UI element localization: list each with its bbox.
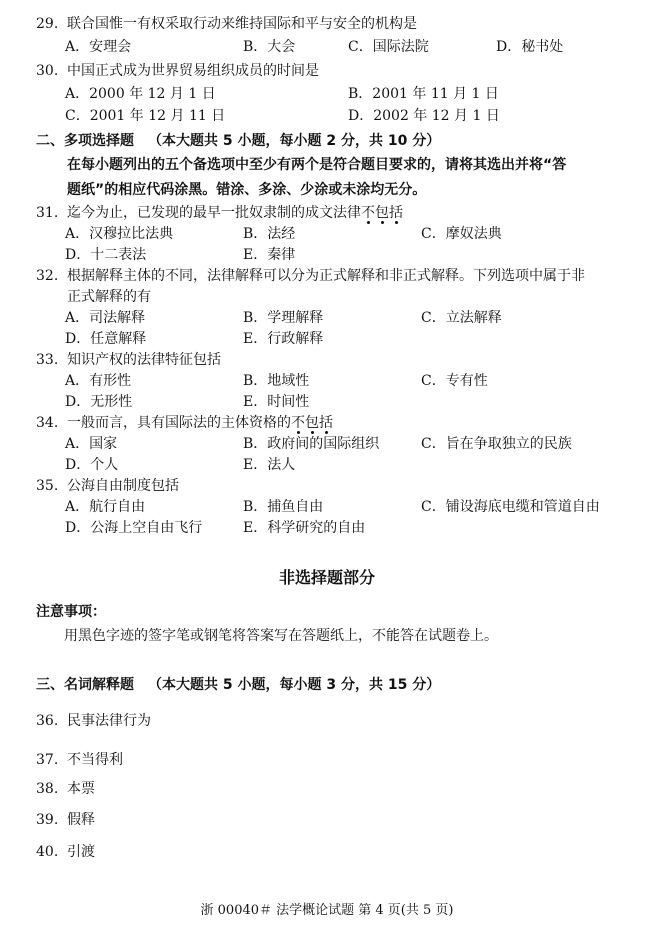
question-stem: 根据解释主体的不同，法律解释可以分为正式解释和非正式解释。下列选项中属于非 — [67, 268, 585, 284]
question-number: 29. — [36, 16, 59, 32]
question-stem: 公海自由制度包括 — [67, 478, 179, 494]
option-e: E．行政解释 — [243, 331, 324, 347]
section-note: （本大题共 5 小题，每小题 3 分，共 15 分） — [148, 677, 441, 693]
emphasis-char: 包 — [305, 415, 319, 431]
question-number: 32. — [36, 268, 59, 284]
option-c: C．专有性 — [421, 373, 488, 389]
option-c: C．立法解释 — [421, 310, 502, 326]
option-e: E．科学研究的自由 — [243, 520, 366, 536]
emphasis-char: 括 — [389, 205, 403, 221]
option-d: D．秘书处 — [496, 39, 564, 55]
option-d: D．个人 — [65, 457, 119, 473]
option-c: C．国际法院 — [348, 39, 429, 55]
page-footer: 浙 00040＃ 法学概论试题 第 4 页(共 5 页) — [200, 903, 454, 918]
question-stem: 联合国惟一有权采取行动来维持国际和平与安全的机构是 — [67, 16, 417, 32]
option-b: B．学理解释 — [243, 310, 324, 326]
notice-text: 用黑色字迹的签字笔或钢笔将答案写在答题纸上，不能答在试题卷上。 — [64, 628, 498, 644]
question-stem — [67, 203, 403, 223]
option-b: B．法经 — [243, 226, 296, 242]
question-number: 34. — [36, 415, 59, 431]
instruction-text: 在每小题列出的五个备选项中至少有两个是符合题目要求的，请将其选出并将“答 — [67, 157, 567, 173]
option-a: A．司法解释 — [65, 310, 146, 326]
question-stem — [67, 413, 333, 433]
term-text: 假释 — [67, 812, 95, 828]
question-number: 40. — [36, 844, 59, 860]
section-title-text: 二、多项选择题 — [36, 133, 134, 149]
question-number: 36. — [36, 713, 59, 729]
term-text: 引渡 — [67, 844, 95, 860]
stem-text: 迄今为止，已发现的最早一批奴隶制的成文法律 — [67, 205, 361, 221]
option-d: D．无形性 — [65, 394, 133, 410]
instruction-text: 题纸”的相应代码涂黑。错涂、多涂、少涂或未涂均无分。 — [67, 182, 427, 198]
option-c: C．2001 年 12 月 11 日 — [65, 108, 226, 124]
question-number: 30. — [36, 63, 59, 79]
option-a: A．汉穆拉比法典 — [65, 226, 174, 242]
emphasis-char: 包 — [375, 205, 389, 221]
term-text: 民事法律行为 — [67, 713, 151, 729]
stem-text: 一般而言，具有国际法的主体资格的 — [67, 415, 291, 431]
term-text: 本票 — [67, 781, 95, 797]
option-a: A．有形性 — [65, 373, 132, 389]
option-e: E．时间性 — [243, 394, 310, 410]
section-title — [36, 131, 440, 151]
question-stem-continued: 正式解释的有 — [67, 289, 151, 305]
option-d: D．2002 年 12 月 1 日 — [348, 108, 500, 124]
emphasis-char: 不 — [361, 205, 375, 221]
question-stem: 知识产权的法律特征包括 — [67, 352, 221, 368]
question-number: 35. — [36, 478, 59, 494]
option-e: E．秦律 — [243, 247, 296, 263]
option-c: C．摩奴法典 — [421, 226, 502, 242]
option-c: C．铺设海底电缆和管道自由 — [421, 499, 600, 515]
option-d: D．十二表法 — [65, 247, 147, 263]
question-number: 33. — [36, 352, 59, 368]
option-d: D．任意解释 — [65, 331, 147, 347]
question-number: 37. — [36, 752, 59, 768]
option-d: D．公海上空自由飞行 — [65, 520, 203, 536]
section-title-text: 三、名词解释题 — [36, 677, 134, 693]
option-c: C．旨在争取独立的民族 — [421, 436, 572, 452]
question-number: 38. — [36, 781, 59, 797]
option-b: B．2001 年 11 月 1 日 — [348, 86, 499, 102]
emphasis-char: 不 — [291, 415, 305, 431]
notice-label: 注意事项： — [36, 604, 106, 620]
part-title: 非选择题部分 — [278, 568, 375, 587]
section-title — [36, 675, 440, 695]
term-text: 不当得利 — [67, 752, 123, 768]
option-a: A．2000 年 12 月 1 日 — [65, 86, 216, 102]
option-a: A．航行自由 — [65, 499, 146, 515]
option-a: A．国家 — [65, 436, 118, 452]
question-number: 39. — [36, 812, 59, 828]
question-stem: 中国正式成为世界贸易组织成员的时间是 — [67, 63, 319, 79]
option-b: B．大会 — [243, 39, 296, 55]
option-b: B．政府间的国际组织 — [243, 436, 380, 452]
option-b: B．地域性 — [243, 373, 310, 389]
option-e: E．法人 — [243, 457, 296, 473]
emphasis-char: 括 — [319, 415, 333, 431]
question-number: 31. — [36, 205, 59, 221]
option-a: A．安理会 — [65, 39, 132, 55]
section-note: （本大题共 5 小题，每小题 2 分，共 10 分） — [148, 133, 441, 149]
option-b: B．捕鱼自由 — [243, 499, 324, 515]
